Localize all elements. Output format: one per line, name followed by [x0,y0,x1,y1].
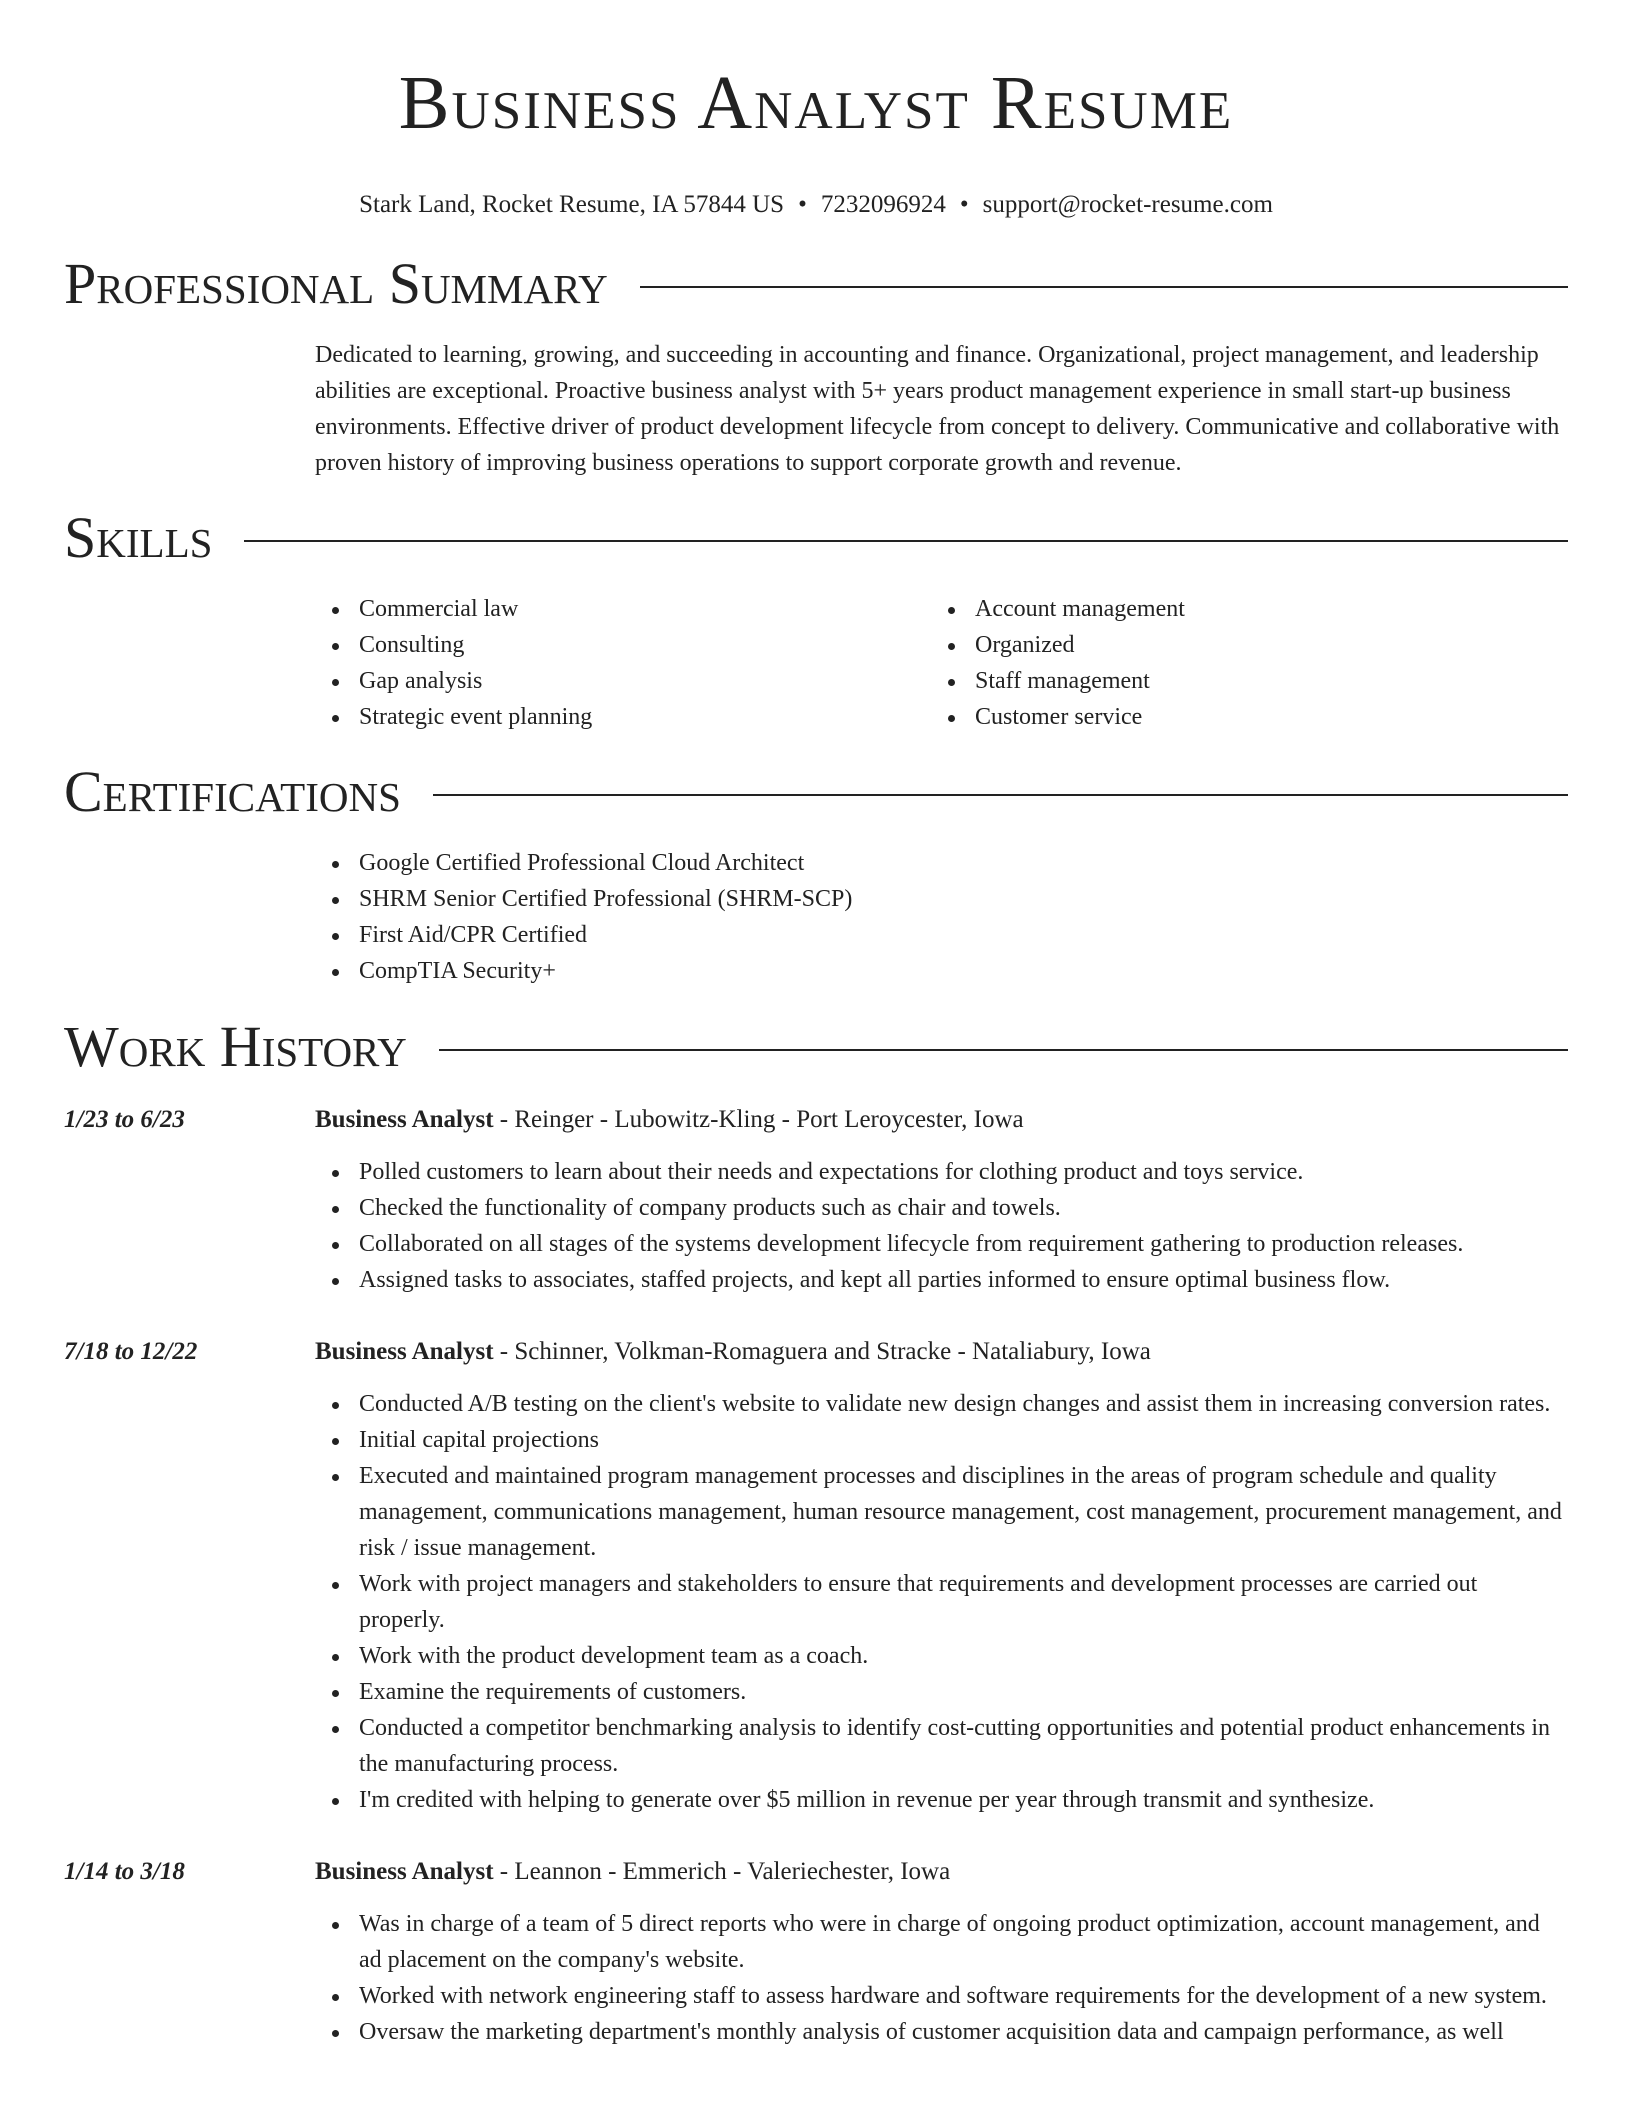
contact-separator: • [959,191,969,218]
list-item: Checked the functionality of company products such as chair and towels. [315,1190,1568,1226]
list-item: Executed and maintained program management processes and disciplines in the areas of program schedule and quality management, communications management, human resource management, cost management, procurement management, and risk / issue management. [315,1458,1568,1566]
job-entry [64,1102,1568,1298]
list-item: First Aid/CPR Certified [315,917,1568,953]
contact-email: support@rocket-resume.com [982,191,1273,218]
list-item: CompTIA Security+ [315,953,1568,989]
list-item: Gap analysis [315,663,931,699]
job-bullets [315,1906,1568,2050]
certifications-heading [64,760,1568,824]
section-divider [439,1049,1568,1051]
certifications-list [315,845,1568,989]
section-divider [433,794,1568,796]
work-history-heading [64,1015,1568,1079]
job-title: Business Analyst [315,1858,494,1885]
summary-section [64,252,1568,481]
job-dates: 1/14 to 3/18 [64,1858,185,1885]
certifications-body [315,845,1568,989]
job-details: - Leannon - Emmerich - Valeriechester, Iowa [493,1858,951,1885]
list-item: Organized [931,627,1547,663]
job-details: - Reinger - Lubowitz-Kling - Port Leroycester, Iowa [493,1106,1024,1133]
list-item: Consulting [315,627,931,663]
work-history-body [64,1102,1568,2050]
job-entry [64,1334,1568,1818]
list-item: Assigned tasks to associates, staffed projects, and kept all parties informed to ensure optimal business flow. [315,1262,1568,1298]
job-header [315,1854,1568,1890]
section-title: Skills [64,505,213,570]
job-title: Business Analyst [315,1106,494,1133]
list-item: Work with project managers and stakeholders to ensure that requirements and development processes are carried out properly. [315,1566,1568,1638]
job-bullets [315,1154,1568,1298]
list-item: Initial capital projections [315,1422,1568,1458]
list-item: SHRM Senior Certified Professional (SHRM-SCP) [315,881,1568,917]
job-dates: 7/18 to 12/22 [64,1338,198,1365]
job-bullets [315,1386,1568,1818]
list-item: Oversaw the marketing department's monthly analysis of customer acquisition data and campaign performance, as well [315,2014,1568,2050]
section-divider [640,286,1568,288]
list-item: Customer service [931,699,1547,735]
job-title: Business Analyst [315,1338,494,1365]
skills-heading [64,506,1568,570]
contact-line [0,190,1632,220]
skills-list-right [931,591,1547,735]
list-item: Commercial law [315,591,931,627]
certifications-section [64,760,1568,989]
contact-separator: • [798,191,807,218]
list-item: I'm credited with helping to generate over $5 million in revenue per year through transmit and synthesize. [315,1782,1568,1818]
list-item: Account management [931,591,1547,627]
contact-address: Stark Land, Rocket Resume, IA 57844 US [359,191,785,218]
resume-title: Business Analyst Resume [398,61,1234,145]
summary-body [315,337,1568,481]
list-item: Google Certified Professional Cloud Architect [315,845,1568,881]
list-item: Staff management [931,663,1547,699]
list-item: Was in charge of a team of 5 direct reports who were in charge of ongoing product optimization, account management, and ad placement on the company's website. [315,1906,1568,1978]
list-item: Work with the product development team as a coach. [315,1638,1568,1674]
list-item: Examine the requirements of customers. [315,1674,1568,1710]
work-history-section [64,1015,1568,2050]
job-dates: 1/23 to 6/23 [64,1106,185,1133]
list-item: Conducted a competitor benchmarking analysis to identify cost-cutting opportunities and potential product enhancements in the manufacturing process. [315,1710,1568,1782]
section-divider [244,540,1568,542]
section-title: Work History [64,1014,407,1079]
section-title: Professional Summary [64,251,608,316]
job-entry [64,1854,1568,2050]
skills-body [315,591,1568,735]
list-item: Conducted A/B testing on the client's website to validate new design changes and assist them in increasing conversion rates. [315,1386,1568,1422]
list-item: Worked with network engineering staff to assess hardware and software requirements for the development of a new system. [315,1978,1568,2014]
skills-section [64,506,1568,735]
section-title: Certifications [64,759,401,824]
skills-list-left [315,591,931,735]
summary-text: Dedicated to learning, growing, and succeeding in accounting and finance. Organizational, project management, and leadership abilities are exceptional. Proactive business analyst with 5+ years product management experience in small start-up business environments. Effective driver of product development lifecycle from concept to delivery. Communicative and collaborative with proven history of improving business operations to support corporate growth and revenue. [315,342,1560,476]
job-details: - Schinner, Volkman-Romaguera and Stracke - Nataliabury, Iowa [493,1338,1151,1365]
list-item: Polled customers to learn about their needs and expectations for clothing product and toys service. [315,1154,1568,1190]
job-header [315,1334,1568,1370]
list-item: Collaborated on all stages of the systems development lifecycle from requirement gathering to production releases. [315,1226,1568,1262]
job-header [315,1102,1568,1138]
summary-heading [64,252,1568,316]
list-item: Strategic event planning [315,699,931,735]
contact-phone: 7232096924 [820,191,946,218]
